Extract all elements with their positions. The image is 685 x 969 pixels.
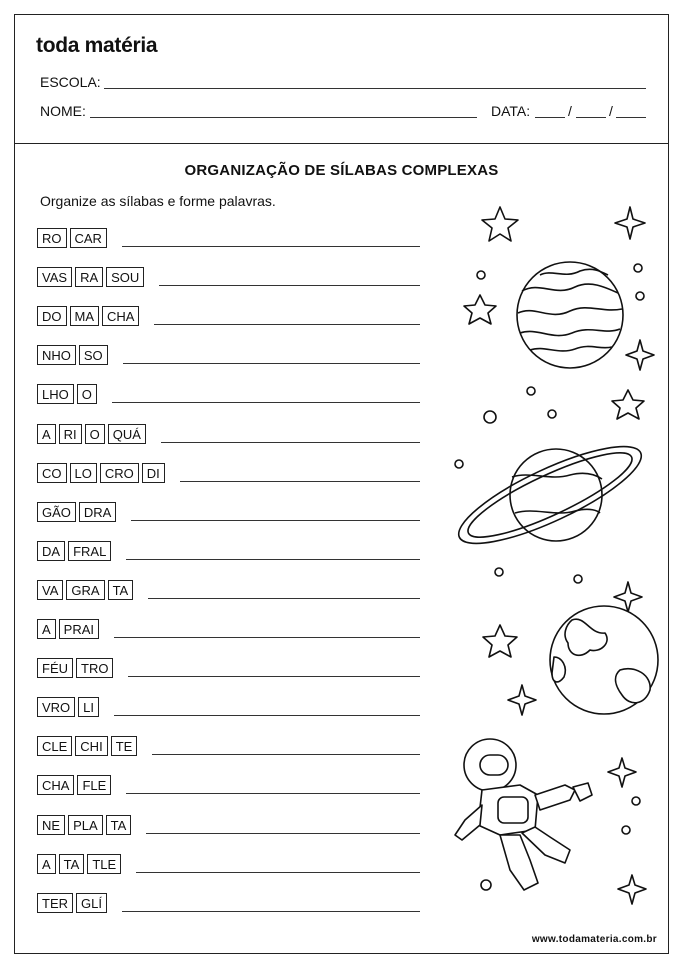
star-icon xyxy=(618,875,646,904)
answer-line[interactable] xyxy=(136,872,420,873)
star-icon xyxy=(612,390,644,419)
answer-line[interactable] xyxy=(180,481,420,482)
answer-line[interactable] xyxy=(122,911,420,912)
syllable-box: TRO xyxy=(76,658,113,678)
brand-logo: toda matéria xyxy=(36,34,158,57)
syllable-box: CO xyxy=(37,463,67,483)
syllable-box: VA xyxy=(37,580,63,600)
syllable-box: FLE xyxy=(77,775,111,795)
answer-line[interactable] xyxy=(123,363,420,364)
saturn-icon xyxy=(448,429,651,561)
exercise-row xyxy=(37,305,142,327)
exercise-row xyxy=(37,423,149,445)
exercise-row xyxy=(37,814,134,836)
answer-line[interactable] xyxy=(128,676,420,677)
header-divider xyxy=(14,143,669,144)
syllable-box: RO xyxy=(37,228,67,248)
syllable-box: QUÁ xyxy=(108,424,146,444)
exercise-row xyxy=(37,657,116,679)
syllable-box: CHA xyxy=(102,306,139,326)
syllable-box: DA xyxy=(37,541,65,561)
escola-label: ESCOLA: xyxy=(40,74,101,90)
syllable-box: DI xyxy=(142,463,165,483)
answer-line[interactable] xyxy=(154,324,420,325)
star-icon xyxy=(615,207,645,239)
syllable-box: TER xyxy=(37,893,73,913)
syllable-box: O xyxy=(85,424,105,444)
syllable-box: FRAL xyxy=(68,541,111,561)
syllable-box: GLÍ xyxy=(76,893,107,913)
answer-line[interactable] xyxy=(131,520,420,521)
syllable-box: GRA xyxy=(66,580,104,600)
answer-line[interactable] xyxy=(159,285,420,286)
syllable-box: CLE xyxy=(37,736,72,756)
syllable-box: SO xyxy=(79,345,108,365)
syllable-box: NHO xyxy=(37,345,76,365)
star-icon xyxy=(482,207,518,241)
nome-field[interactable] xyxy=(90,117,477,118)
syllable-box: CHI xyxy=(75,736,107,756)
planet-icon xyxy=(517,262,623,368)
star-icon xyxy=(608,758,636,787)
answer-line[interactable] xyxy=(152,754,420,755)
syllable-box: A xyxy=(37,619,56,639)
syllable-box: A xyxy=(37,854,56,874)
space-illustration xyxy=(440,195,670,915)
star-icon xyxy=(483,625,517,657)
worksheet-title: ORGANIZAÇÃO DE SÍLABAS COMPLEXAS xyxy=(184,162,499,179)
star-icon xyxy=(464,295,496,324)
syllable-box: CHA xyxy=(37,775,74,795)
exercise-row xyxy=(37,735,140,757)
syllable-box: CRO xyxy=(100,463,139,483)
exercise-row xyxy=(37,383,100,405)
syllable-box: TE xyxy=(111,736,138,756)
footer-url: www.todamateria.com.br xyxy=(531,934,657,945)
exercise-row xyxy=(37,853,124,875)
answer-line[interactable] xyxy=(114,715,420,716)
syllable-box: GÃO xyxy=(37,502,76,522)
date-month-field[interactable] xyxy=(576,117,606,118)
star-icon xyxy=(626,340,654,370)
syllable-box: CAR xyxy=(70,228,107,248)
exercise-row xyxy=(37,774,114,796)
exercise-row xyxy=(37,344,111,366)
answer-line[interactable] xyxy=(122,246,420,247)
syllable-box: PRAI xyxy=(59,619,99,639)
answer-line[interactable] xyxy=(146,833,420,834)
exercise-row xyxy=(37,696,102,718)
syllable-box: TLE xyxy=(87,854,121,874)
date-year-field[interactable] xyxy=(616,117,646,118)
syllable-box: VRO xyxy=(37,697,75,717)
syllable-box: DRA xyxy=(79,502,116,522)
astronaut-icon xyxy=(455,739,592,890)
answer-line[interactable] xyxy=(148,598,420,599)
data-label: DATA: xyxy=(491,103,531,119)
instruction-text: Organize as sílabas e forme palavras. xyxy=(40,193,276,209)
date-day-field[interactable] xyxy=(535,117,565,118)
earth-icon xyxy=(550,606,658,714)
exercise-row xyxy=(37,462,168,484)
syllable-box: PLA xyxy=(68,815,103,835)
answer-line[interactable] xyxy=(114,637,420,638)
date-separator: / xyxy=(609,103,613,119)
syllable-box: LO xyxy=(70,463,97,483)
syllable-box: RI xyxy=(59,424,82,444)
exercise-row xyxy=(37,501,119,523)
syllable-box: LI xyxy=(78,697,99,717)
syllable-box: MA xyxy=(70,306,100,326)
syllable-box: DO xyxy=(37,306,67,326)
answer-line[interactable] xyxy=(126,793,420,794)
exercise-row xyxy=(37,227,110,249)
escola-field[interactable] xyxy=(104,88,646,89)
syllable-box: TA xyxy=(59,854,85,874)
syllable-box: NE xyxy=(37,815,65,835)
syllable-box: RA xyxy=(75,267,103,287)
exercise-row xyxy=(37,266,147,288)
syllable-box: A xyxy=(37,424,56,444)
star-icon xyxy=(508,685,536,715)
syllable-box: VAS xyxy=(37,267,72,287)
exercise-row xyxy=(37,579,136,601)
nome-label: NOME: xyxy=(40,103,86,119)
date-separator: / xyxy=(568,103,572,119)
syllable-box: SOU xyxy=(106,267,144,287)
exercise-row xyxy=(37,618,102,640)
syllable-box: O xyxy=(77,384,97,404)
syllable-box: FÉU xyxy=(37,658,73,678)
exercise-row xyxy=(37,892,110,914)
syllable-box: TA xyxy=(106,815,132,835)
answer-line[interactable] xyxy=(112,402,420,403)
answer-line[interactable] xyxy=(161,442,420,443)
answer-line[interactable] xyxy=(126,559,420,560)
exercise-row xyxy=(37,540,114,562)
syllable-box: LHO xyxy=(37,384,74,404)
syllable-box: TA xyxy=(108,580,134,600)
